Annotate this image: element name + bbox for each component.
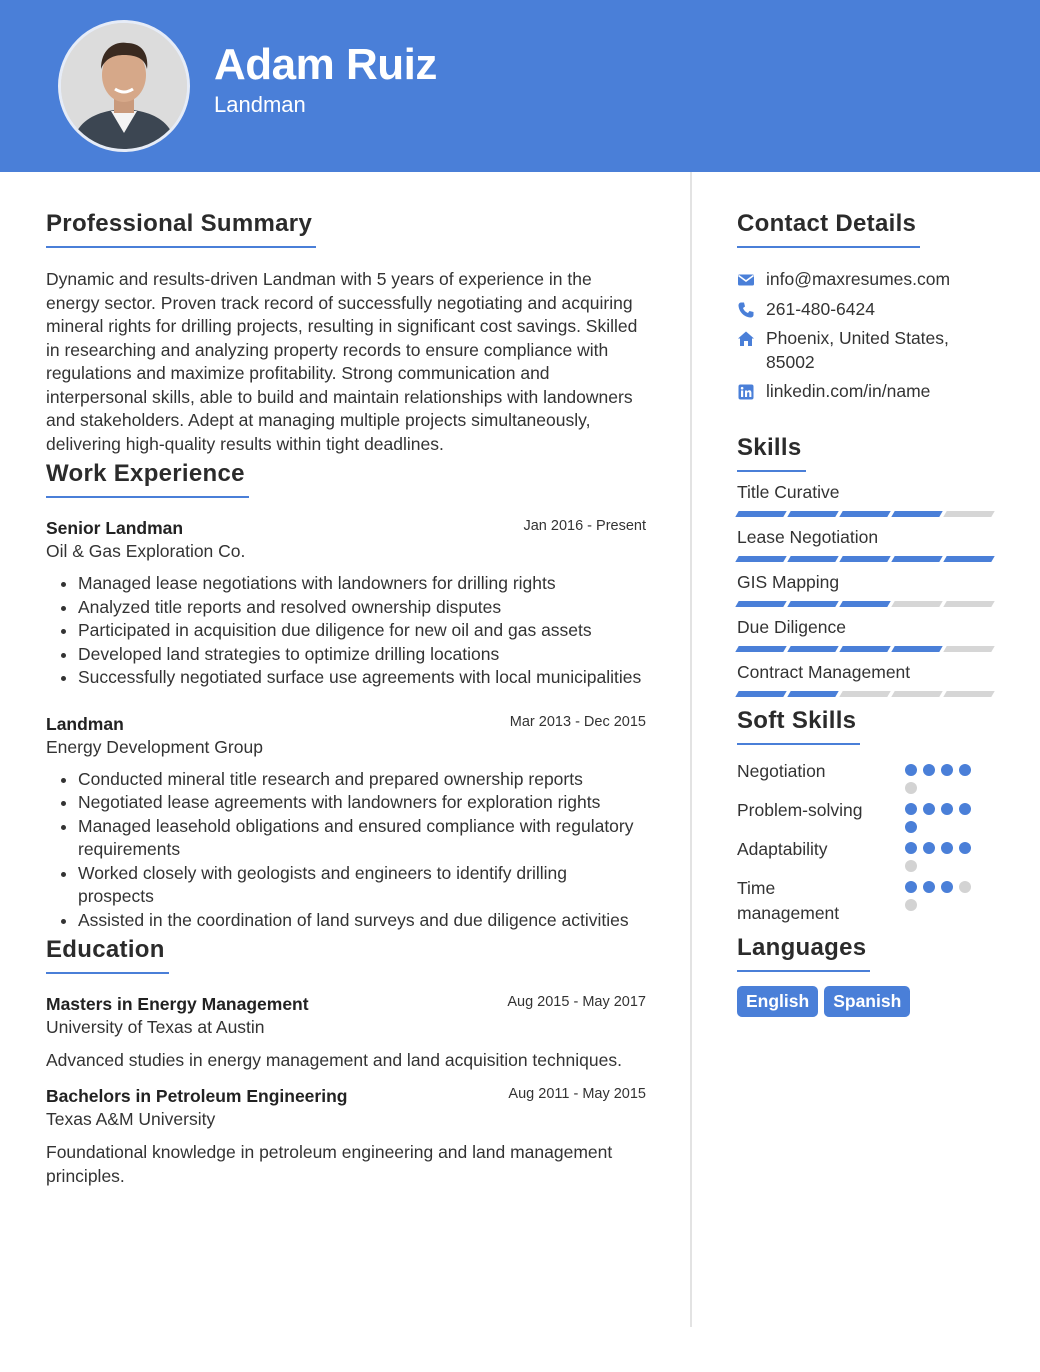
- summary-text: Dynamic and results-driven Landman with 5 years of experience in the energy sector. Proven track record of successfully negotiating and acquiring mineral rights for drilling projects, resulting in significant cost savings. Skilled in researching and analyzing property records to ensure compliance with regulations and maximize profitability. Strong communication and interpersonal skills, able to build and maintain relationships with landowners and stakeholders. Adept at managing multiple projects simultaneously, delivering high-quality results within tight deadlines.: [46, 269, 638, 454]
- skill-segment-filled: [787, 556, 838, 562]
- rating-dot-filled: [905, 881, 917, 893]
- skill-item: [737, 482, 997, 517]
- skill-level-bar: [737, 601, 997, 607]
- job-bullets: [46, 572, 646, 690]
- contact-address-text: Phoenix, United States, 85002: [766, 328, 949, 372]
- job-bullet: • Successfully negotiated surface use agreements with local municipalities: [78, 666, 646, 690]
- skill-segment-empty: [839, 691, 890, 697]
- skill-segment-filled: [735, 646, 786, 652]
- summary-section: [46, 210, 646, 456]
- contact-linkedin[interactable]: [737, 380, 997, 404]
- experience-section: [46, 460, 646, 932]
- skill-segment-filled: [839, 646, 890, 652]
- soft-skill-name: Problem-solving: [737, 799, 863, 820]
- job-bullet: • Conducted mineral title research and prepared ownership reports: [78, 768, 646, 792]
- contact-phone-text: 261-480-6424: [766, 298, 875, 319]
- soft-skill-item: [737, 798, 997, 833]
- contact-phone[interactable]: [737, 298, 997, 322]
- skill-segment-filled: [891, 646, 942, 652]
- soft-skills-heading: Soft Skills: [737, 707, 860, 745]
- soft-skill-dots: [905, 876, 985, 911]
- soft-skills-section: [737, 707, 997, 926]
- degree-title: Bachelors in Petroleum Engineering: [46, 1086, 348, 1106]
- skill-segment-filled: [839, 601, 890, 607]
- skill-item: [737, 572, 997, 607]
- skill-item: [737, 617, 997, 652]
- education-section: [46, 936, 646, 1188]
- rating-dot-filled: [941, 881, 953, 893]
- soft-skill-name: Negotiation: [737, 760, 826, 781]
- rating-dot-filled: [941, 842, 953, 854]
- degree-title: Masters in Energy Management: [46, 994, 309, 1014]
- language-badge: English: [737, 986, 818, 1017]
- rating-dot-filled: [923, 803, 935, 815]
- job-bullets: [46, 768, 646, 933]
- job-title: Landman: [46, 713, 124, 734]
- rating-dot-empty: [959, 881, 971, 893]
- envelope-icon: [737, 271, 755, 289]
- job-entry: [46, 714, 646, 933]
- skill-name: Contract Management: [737, 661, 911, 682]
- skill-level-bar: [737, 691, 997, 697]
- rating-dot-empty: [905, 899, 917, 911]
- side-column: [737, 210, 997, 1017]
- contact-address: [737, 327, 997, 374]
- education-description: Foundational knowledge in petroleum engineering and land management principles.: [46, 1142, 613, 1186]
- contact-email-text: info@maxresumes.com: [766, 269, 951, 289]
- phone-icon: [737, 301, 755, 319]
- skill-level-bar: [737, 511, 997, 517]
- education-entry: [46, 994, 646, 1072]
- profile-photo: [58, 20, 190, 152]
- rating-dot-filled: [959, 764, 971, 776]
- job-bullet: • Assisted in the coordination of land surveys and due diligence activities: [78, 909, 646, 933]
- rating-dot-filled: [905, 764, 917, 776]
- candidate-name: Adam Ruiz: [214, 40, 437, 89]
- job-bullet: • Analyzed title reports and resolved ownership disputes: [78, 596, 646, 620]
- linkedin-icon: [737, 383, 755, 401]
- soft-skills-list: [737, 759, 997, 926]
- job-bullet: • Participated in acquisition due diligence for new oil and gas assets: [78, 619, 646, 643]
- job-entry: [46, 518, 646, 690]
- skill-item: [737, 662, 997, 697]
- job-bullet: • Negotiated lease agreements with landowners for exploration rights: [78, 791, 646, 815]
- contact-section: [737, 210, 997, 404]
- contact-linkedin-text: linkedin.com/in/name: [766, 381, 931, 401]
- job-company: Energy Development Group: [46, 736, 263, 757]
- languages-heading: Languages: [737, 934, 870, 972]
- rating-dot-filled: [905, 842, 917, 854]
- soft-skill-item: [737, 837, 997, 872]
- languages-list: [737, 986, 997, 1017]
- summary-heading: Professional Summary: [46, 210, 316, 248]
- rating-dot-filled: [959, 803, 971, 815]
- rating-dot-filled: [941, 764, 953, 776]
- job-dates: Mar 2013 - Dec 2015: [509, 713, 646, 730]
- soft-skill-name: Time management: [737, 877, 840, 923]
- soft-skill-dots: [905, 759, 985, 794]
- job-company: Oil & Gas Exploration Co.: [46, 541, 246, 561]
- skill-segment-filled: [943, 556, 994, 562]
- rating-dot-filled: [923, 764, 935, 776]
- rating-dot-filled: [959, 842, 971, 854]
- skill-segment-filled: [787, 646, 838, 652]
- education-heading: Education: [46, 936, 169, 974]
- education-description: Advanced studies in energy management and land acquisition techniques.: [46, 1050, 622, 1070]
- contact-email[interactable]: [737, 268, 997, 292]
- skill-segment-filled: [839, 556, 890, 562]
- soft-skill-dots: [905, 837, 985, 872]
- contact-heading: Contact Details: [737, 210, 920, 248]
- skill-segment-filled: [735, 691, 786, 697]
- rating-dot-filled: [905, 803, 917, 815]
- home-icon: [737, 330, 755, 348]
- column-divider: [690, 172, 692, 1327]
- skill-segment-filled: [787, 511, 838, 517]
- rating-dot-filled: [923, 881, 935, 893]
- resume-header: [0, 0, 1040, 172]
- skill-segment-empty: [943, 691, 994, 697]
- rating-dot-filled: [905, 821, 917, 833]
- job-bullet: • Developed land strategies to optimize drilling locations: [78, 643, 646, 667]
- skill-level-bar: [737, 556, 997, 562]
- skill-name: Title Curative: [737, 481, 840, 502]
- languages-section: [737, 934, 997, 1017]
- school-name: Texas A&M University: [46, 1109, 216, 1129]
- skill-segment-empty: [891, 601, 942, 607]
- skill-segment-filled: [735, 601, 786, 607]
- job-title: Senior Landman: [46, 518, 184, 538]
- skill-segment-empty: [943, 646, 994, 652]
- language-badge: Spanish: [824, 986, 910, 1017]
- main-column: [46, 210, 646, 1188]
- skill-segment-filled: [891, 511, 942, 517]
- education-entry: [46, 1086, 646, 1188]
- skills-heading: Skills: [737, 434, 806, 472]
- soft-skill-item: [737, 876, 997, 926]
- rating-dot-filled: [923, 842, 935, 854]
- job-bullet: • Managed lease negotiations with landowners for drilling rights: [78, 572, 646, 596]
- job-bullet: • Worked closely with geologists and engineers to identify drilling prospects: [78, 862, 646, 909]
- contact-list: [737, 268, 997, 404]
- skill-segment-filled: [787, 601, 838, 607]
- skills-list: [737, 482, 997, 697]
- rating-dot-empty: [905, 860, 917, 872]
- skill-name: Lease Negotiation: [737, 526, 879, 547]
- skill-segment-filled: [839, 511, 890, 517]
- skill-segment-empty: [943, 601, 994, 607]
- experience-heading: Work Experience: [46, 460, 249, 498]
- school-name: University of Texas at Austin: [46, 1017, 265, 1037]
- rating-dot-empty: [905, 782, 917, 794]
- soft-skill-dots: [905, 798, 985, 833]
- person-portrait-icon: [61, 23, 187, 149]
- skill-level-bar: [737, 646, 997, 652]
- education-dates: Aug 2011 - May 2015: [508, 1086, 646, 1102]
- rating-dot-filled: [941, 803, 953, 815]
- skill-segment-filled: [735, 511, 786, 517]
- education-dates: Aug 2015 - May 2017: [507, 994, 646, 1010]
- skill-name: Due Diligence: [737, 616, 846, 637]
- skill-segment-filled: [735, 556, 786, 562]
- skill-item: [737, 527, 997, 562]
- skills-section: [737, 434, 997, 697]
- soft-skill-name: Adaptability: [737, 838, 828, 859]
- job-dates: Jan 2016 - Present: [523, 518, 646, 534]
- candidate-role: Landman: [214, 92, 306, 117]
- job-bullet: • Managed leasehold obligations and ensured compliance with regulatory requirements: [78, 815, 646, 862]
- skill-name: GIS Mapping: [737, 571, 840, 592]
- skill-segment-filled: [787, 691, 838, 697]
- skill-segment-empty: [943, 511, 994, 517]
- skill-segment-empty: [891, 691, 942, 697]
- skill-segment-filled: [891, 556, 942, 562]
- soft-skill-item: [737, 759, 997, 794]
